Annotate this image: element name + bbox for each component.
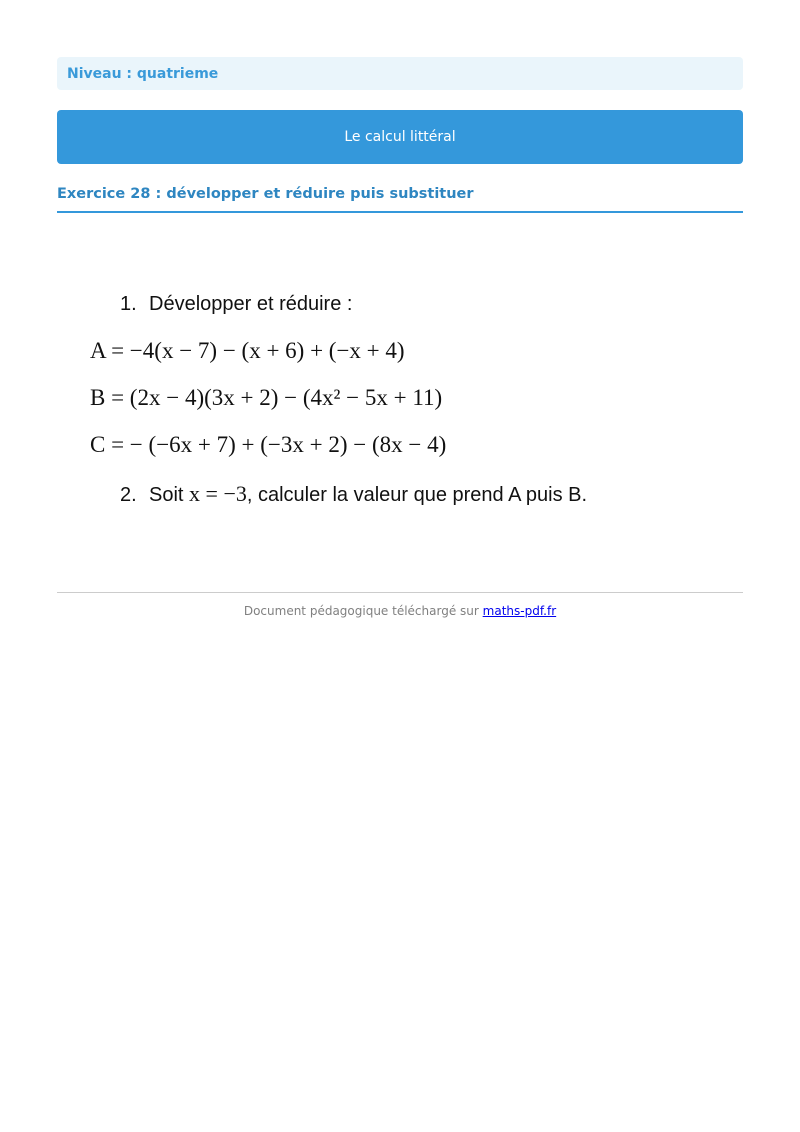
document-page — [57, 57, 743, 575]
chapter-title-bar — [57, 110, 743, 164]
level-banner — [57, 57, 743, 90]
exercise-heading: Exercice 28 : développer et réduire puis substituer — [57, 186, 743, 213]
question-2-prefix: Soit — [149, 484, 184, 506]
substitution-value: x = −3 — [189, 481, 247, 506]
expression-a: A = −4(x − 7) − (x + 6) + (−x + 4) — [90, 338, 405, 363]
level-label: Niveau : quatrieme — [67, 65, 219, 82]
footer-link[interactable]: maths-pdf.fr — [482, 604, 557, 618]
question-2 — [120, 481, 587, 507]
question-2-number: 2. — [120, 484, 137, 506]
expression-b: B = (2x − 4)(3x + 2) − (4x² − 5x + 11) — [90, 385, 443, 410]
footer — [57, 604, 743, 618]
footer-divider — [57, 592, 743, 593]
exercise-body — [57, 213, 743, 575]
question-1 — [120, 293, 352, 316]
chapter-title: Le calcul littéral — [344, 129, 456, 145]
question-1-number: 1. — [120, 293, 137, 315]
question-1-text: Développer et réduire : — [149, 293, 353, 315]
question-2-suffix: , calculer la valeur que prend A puis B. — [246, 484, 588, 506]
footer-text: Document pédagogique téléchargé sur — [243, 604, 479, 618]
expression-c: C = − (−6x + 7) + (−3x + 2) − (8x − 4) — [90, 432, 447, 457]
